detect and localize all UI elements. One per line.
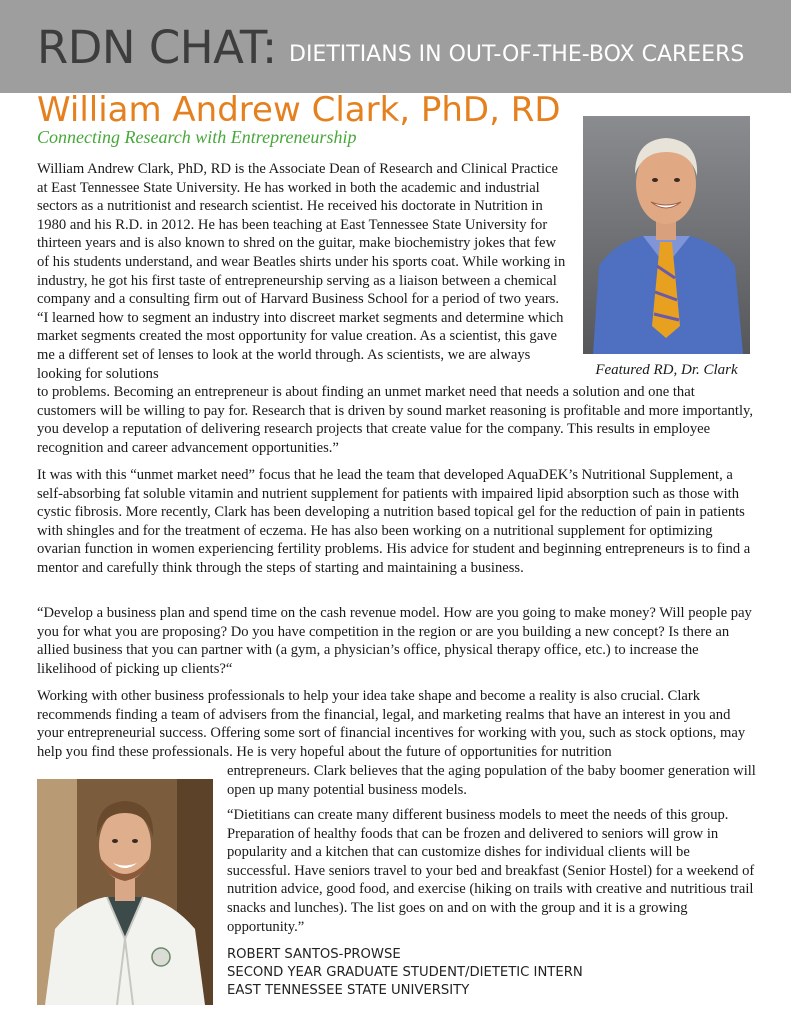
banner-title: RDN CHAT: <box>37 21 277 74</box>
body-paragraph-1: William Andrew Clark, PhD, RD is the Associate Dean of Research and Clinical Practice at East Tennessee State University. He has worked in both the academic and industrial sectors as a nutritionist and research scientist. He received his doctorate in Nutrition in 1980 and his R.D. in 2012. He has been teaching at East Tennessee State University for thirteen years and is also known to shred on the guitar, make biochemistry jokes that few of his students understand, and wear Beatles shirts under his sports coat. While working in industry, he got his first taste of entrepreneurship serving as a liaison between a chemical company and a consulting firm out of Harvard Business School for a period of two years. “I learned how to segment an industry into discreet market segments and determine which market segments created the most opportunity for value creation. As a scientist, this gave me a different set of lenses to look at the world through. As scientists, we are always looking for solutions <box>37 161 566 382</box>
body-paragraph-4: Working with other business professionals to help your idea take shape and become a reality is also crucial. Clark recommends finding a team of advisers from the financial, legal, and marketing realms that have an interest in you and your entrepreneurial success. Offering some sort of financial incentives for working with you, such as stock options, may help you find these professionals. He is very hopeful about the future of opportunities for nutrition <box>37 688 746 760</box>
article-title: William Andrew Clark, PhD, RD <box>37 90 561 130</box>
author-photo <box>37 779 213 1005</box>
banner-subtitle: DIETITIANS IN OUT-OF-THE-BOX CAREERS <box>289 42 745 67</box>
author-role: SECOND YEAR GRADUATE STUDENT/DIETETIC INTERN <box>227 965 583 980</box>
author-name: ROBERT SANTOS-PROWSE <box>227 947 401 962</box>
body-paragraph-1-continued: to problems. Becoming an entrepreneur is about finding an unmet market need that needs a solution and one that customers will be willing to pay for. Research that is driven by sound market reasoning is profitable and more importantly, you develop a reputation of delivering research projects that create value for the company. This results in employee recognition and career advancement opportunities.” <box>37 384 754 456</box>
body-paragraph-6: “Dietitians can create many different business models to meet the needs of this group. Preparation of healthy foods that can be frozen and delivered to seniors will grow in popularity and a kitchen that can customize dishes for individual clients will be successful. Have seniors travel to your bed and breakfast (Senior Hostel) for a weekend of nutrition advice, good food, and exercise (hiking on trails with creative and nutritious trail snacks and lunches). The list goes on and on with the group and it is a growing opportunity.” <box>227 807 755 935</box>
body-paragraph-3: “Develop a business plan and spend time on the cash revenue model. How are you going to make money? Will people pay you for what you are proposing? Do you have competition in the region or are you building a new concept? Is there an allied business that you can partner with (a gym, a physician’s office, physical therapy office, etc.) to increase the likelihood of picking up clients?“ <box>37 605 752 677</box>
author-school: EAST TENNESSEE STATE UNIVERSITY <box>227 983 470 998</box>
body-paragraph-5: entrepreneurs. Clark believes that the aging population of the baby boomer generation will open up many potential business models. <box>227 763 756 798</box>
article-subtitle: Connecting Research with Entrepreneurship <box>37 127 357 147</box>
body-paragraph-2: It was with this “unmet market need” focus that he lead the team that developed AquaDEK’s Nutritional Supplement, a self-absorbing fat soluble vitamin and nutrient supplement for patients with impaired lipid absorption such as those with cystic fibrosis. More recently, Clark has been developing a nutrition based topical gel for the reduction of pain in patients with shingles and for the treatment of eczema. He has also been working on a nutritional supplement for optimizing ovarian function in women experiencing fertility problems. His advice for student and beginning entrepreneurs is to find a mentor and carefully think through the steps of starting and maintaining a business. <box>37 467 751 576</box>
header-banner <box>0 0 791 93</box>
photo-caption: Featured RD, Dr. Clark <box>595 362 738 378</box>
author-signature <box>227 946 583 1000</box>
featured-rd-photo <box>583 116 750 354</box>
